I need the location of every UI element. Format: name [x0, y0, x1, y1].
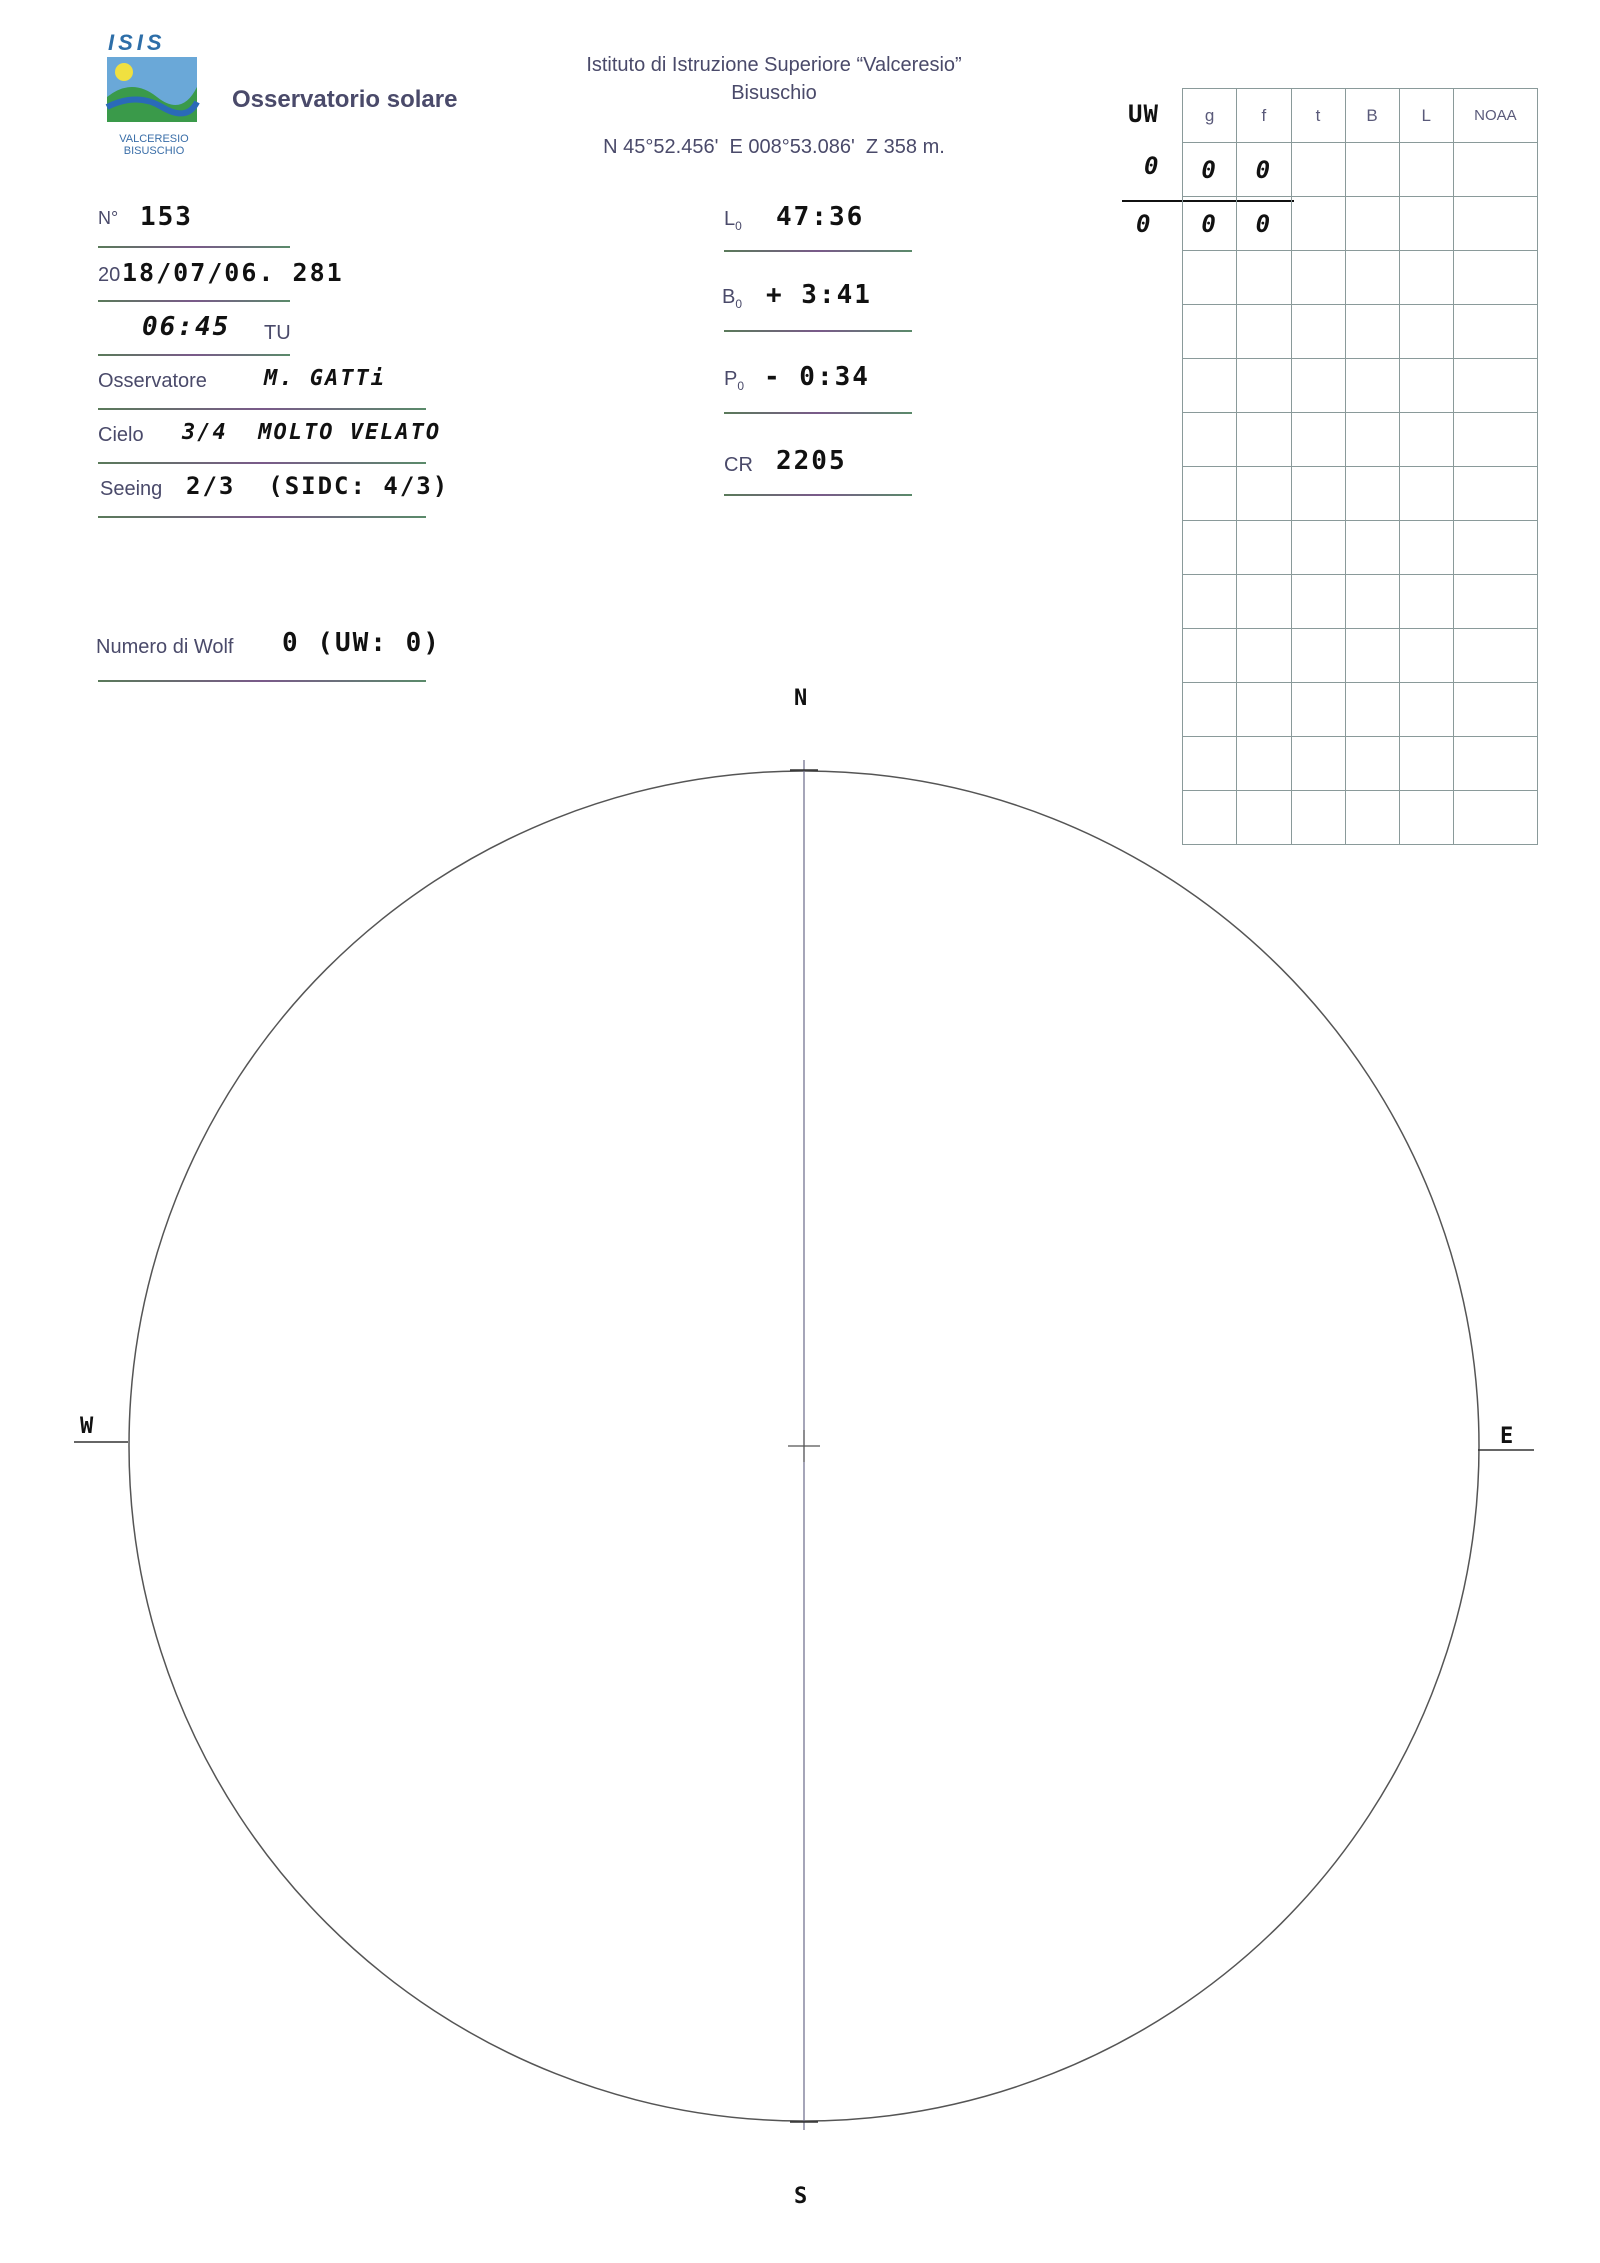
- uw-f-cell: 0: [1237, 143, 1291, 197]
- col-header-g: g: [1183, 89, 1237, 143]
- time-rule: [98, 354, 290, 356]
- date-prefix: 20: [98, 264, 121, 286]
- observatory-title: Osservatorio solare: [232, 86, 458, 113]
- logo-emblem: [102, 52, 202, 132]
- sky-value: 3/4 MOLTO VELATO: [182, 420, 442, 445]
- date-value: 18/07/06. 281: [122, 258, 344, 287]
- logo-line2: BISUSCHIO: [123, 145, 185, 157]
- time-value: 06:45: [142, 312, 231, 342]
- total-noaa-cell: [1453, 197, 1537, 251]
- table-row: [1183, 305, 1538, 359]
- table-row: [1183, 251, 1538, 305]
- l0-letter: L: [724, 208, 736, 230]
- col-header-noaa: NOAA: [1453, 89, 1537, 143]
- uw-g-cell: 0: [1183, 143, 1237, 197]
- p0-subscript: 0: [737, 379, 745, 393]
- l0-label: [724, 208, 742, 233]
- wolf-label: Numero di Wolf: [96, 636, 234, 658]
- l0-value: 47:36: [776, 202, 865, 232]
- p0-letter: P: [724, 368, 738, 390]
- table-row-total: [1183, 197, 1538, 251]
- col-header-f: f: [1237, 89, 1291, 143]
- observer-label: Osservatore: [98, 370, 207, 392]
- uw-label: UW: [1128, 100, 1159, 128]
- p0-rule: [724, 412, 912, 414]
- table-row: [1183, 683, 1538, 737]
- table-row-uw: [1183, 143, 1538, 197]
- seeing-value: 2/3 (SIDC: 4/3): [186, 472, 450, 500]
- logo-wordmark: ISIS: [108, 30, 166, 55]
- uw-t-cell: [1291, 143, 1345, 197]
- col-header-l: L: [1399, 89, 1453, 143]
- total-b-cell: [1345, 197, 1399, 251]
- table-row: [1183, 629, 1538, 683]
- observer-value: M. GATTi: [264, 366, 386, 391]
- table-row: [1183, 791, 1538, 845]
- observatory-coordinates: N 45°52.456' E 008°53.086' Z 358 m.: [603, 136, 945, 158]
- total-g-cell: 0: [1183, 197, 1237, 251]
- total-t-cell: [1291, 197, 1345, 251]
- table-row: [1183, 413, 1538, 467]
- disk-label-north: N: [794, 686, 810, 711]
- uw-noaa-cell: [1453, 143, 1537, 197]
- disk-label-east: E: [1500, 1424, 1516, 1449]
- b0-letter: B: [722, 286, 736, 308]
- l0-subscript: 0: [735, 219, 742, 233]
- uw-l-cell: [1399, 143, 1453, 197]
- school-logo: [98, 30, 210, 160]
- p0-value: - 0:34: [764, 362, 870, 392]
- total-count-label: 0: [1136, 210, 1153, 238]
- p0-label: [724, 368, 744, 393]
- wolf-value: 0 (UW: 0): [282, 628, 441, 658]
- logo-line1: VALCERESIO: [119, 133, 189, 145]
- total-f-cell: 0: [1237, 197, 1291, 251]
- col-header-b: B: [1345, 89, 1399, 143]
- number-rule: [98, 246, 290, 248]
- counts-table: [1182, 88, 1538, 845]
- cr-label: CR: [724, 454, 753, 476]
- school-town: Bisuschio: [731, 82, 817, 104]
- date-rule: [98, 300, 290, 302]
- table-row: [1183, 521, 1538, 575]
- cr-value: 2205: [776, 446, 847, 476]
- seeing-label: Seeing: [100, 478, 163, 500]
- disk-label-south: S: [794, 2184, 810, 2209]
- table-row: [1183, 575, 1538, 629]
- solar-disk-outline: [129, 771, 1479, 2121]
- number-value: 153: [140, 202, 193, 232]
- wolf-rule: [98, 680, 426, 682]
- b0-rule: [724, 330, 912, 332]
- school-name: Istituto di Istruzione Superiore “Valceresio”: [586, 54, 962, 76]
- total-l-cell: [1399, 197, 1453, 251]
- table-row: [1183, 737, 1538, 791]
- disk-label-west: W: [80, 1414, 96, 1439]
- table-row: [1183, 467, 1538, 521]
- l0-rule: [724, 250, 912, 252]
- observer-rule: [98, 408, 426, 410]
- table-row: [1183, 359, 1538, 413]
- cr-rule: [724, 494, 912, 496]
- col-header-t: t: [1291, 89, 1345, 143]
- b0-value: + 3:41: [766, 280, 872, 310]
- b0-label: [722, 286, 742, 311]
- b0-subscript: 0: [735, 297, 743, 311]
- time-unit: TU: [264, 322, 291, 344]
- sky-label: Cielo: [98, 424, 144, 446]
- uw-count-groups: 0: [1144, 152, 1161, 180]
- number-label: N°: [98, 208, 119, 228]
- uw-b-cell: [1345, 143, 1399, 197]
- seeing-rule: [98, 516, 426, 518]
- table-header-row: [1183, 89, 1538, 143]
- sky-rule: [98, 462, 426, 464]
